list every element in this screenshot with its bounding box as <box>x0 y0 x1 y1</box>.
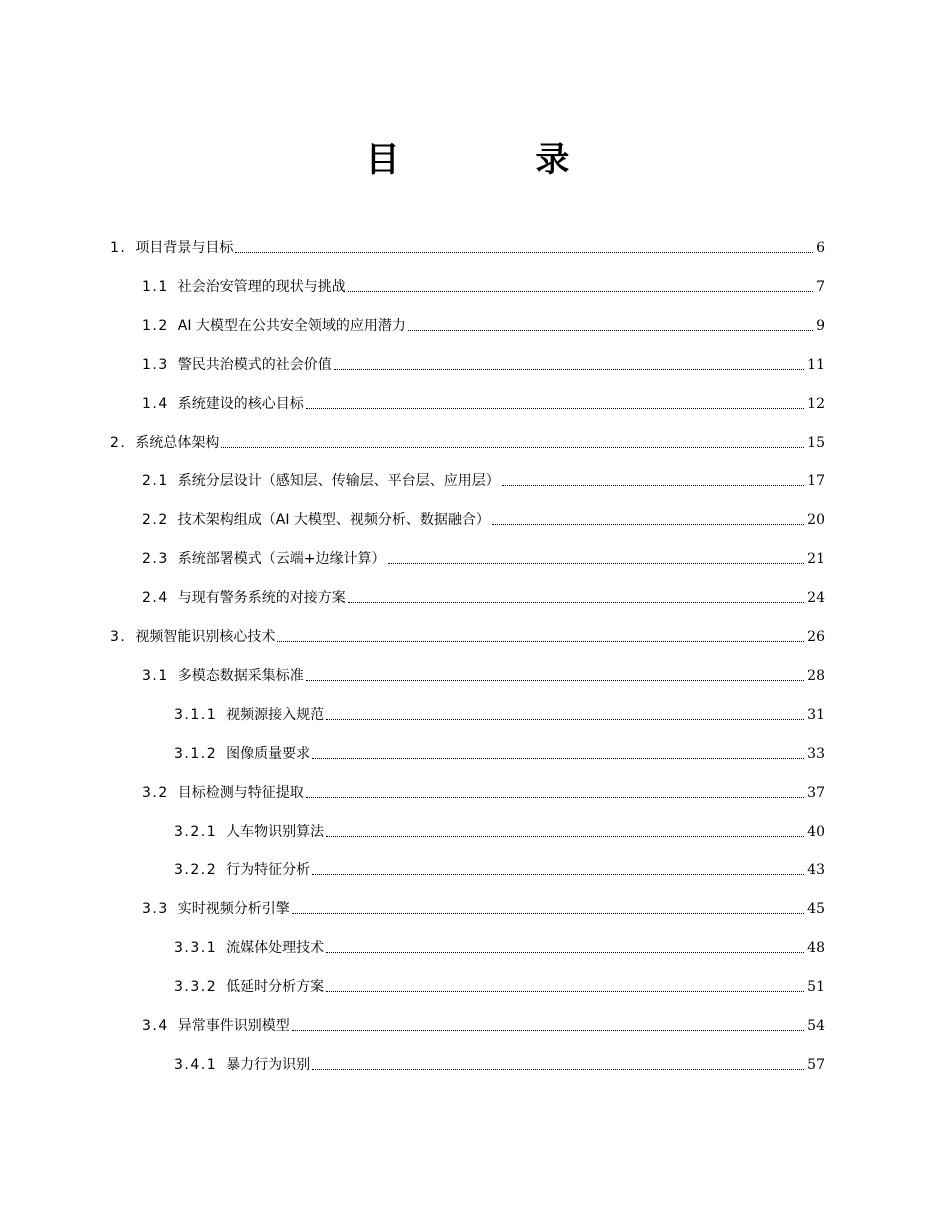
toc-entry-number: 3.4.1 <box>174 1057 218 1073</box>
toc-entry[interactable] <box>142 898 825 920</box>
toc-entry[interactable] <box>142 354 825 376</box>
toc-entry-number: 2.2 <box>142 512 169 528</box>
toc-entry[interactable] <box>142 509 825 531</box>
toc-dot-leader <box>388 562 805 564</box>
toc-entry-page: 37 <box>807 785 825 801</box>
toc-dot-leader <box>292 912 804 914</box>
toc-entry-page: 48 <box>807 940 825 956</box>
toc-dot-leader <box>221 446 804 448</box>
toc-entry-title: 系统建设的核心目标 <box>177 396 304 412</box>
toc-dot-leader <box>306 679 804 681</box>
toc-entry-title: 多模态数据采集标准 <box>177 668 304 684</box>
toc-entry-number: 3.3.1 <box>174 940 218 956</box>
toc-entry-page: 6 <box>816 240 825 256</box>
toc-entry-title: AI 大模型在公共安全领域的应用潜力 <box>177 318 406 334</box>
toc-entry-page: 51 <box>807 979 825 995</box>
toc-entry[interactable] <box>142 782 825 804</box>
toc-entry[interactable] <box>110 237 825 259</box>
toc-entry[interactable] <box>142 665 825 687</box>
toc-entry[interactable] <box>174 821 825 843</box>
toc-dot-leader <box>348 601 804 603</box>
toc-entry[interactable] <box>110 432 825 454</box>
toc-entry-title: 图像质量要求 <box>226 746 311 762</box>
toc-entry-page: 28 <box>807 668 825 684</box>
toc-entry-page: 43 <box>807 862 825 878</box>
toc-entry-title: 暴力行为识别 <box>226 1057 311 1073</box>
toc-entry-title: 项目背景与目标 <box>135 240 234 256</box>
toc-dot-leader <box>502 484 804 486</box>
toc-entry-title: 流媒体处理技术 <box>226 940 325 956</box>
toc-entry[interactable] <box>142 548 825 570</box>
toc-dot-leader <box>235 251 813 253</box>
toc-entry-page: 33 <box>807 746 825 762</box>
toc-entry-title: 与现有警务系统的对接方案 <box>177 590 346 606</box>
toc-entry-number: 1. <box>110 240 127 256</box>
toc-entry[interactable] <box>142 470 825 492</box>
toc-entry-number: 3. <box>110 629 127 645</box>
toc-entry-page: 26 <box>807 629 825 645</box>
toc-entry-page: 20 <box>807 512 825 528</box>
toc-entry-page: 17 <box>807 473 825 489</box>
toc-entry-title: 低延时分析方案 <box>226 979 325 995</box>
toc-dot-leader <box>312 873 804 875</box>
toc-entry-title: 异常事件识别模型 <box>177 1018 290 1034</box>
toc-dot-leader <box>326 718 804 720</box>
toc-entry-page: 9 <box>816 318 825 334</box>
toc-entry-number: 2.1 <box>142 473 169 489</box>
toc-entry[interactable] <box>142 587 825 609</box>
toc-entry-number: 2.3 <box>142 551 169 567</box>
toc-dot-leader <box>326 990 804 992</box>
toc-dot-leader <box>408 329 813 331</box>
toc-entry-number: 3.1 <box>142 668 169 684</box>
toc-entry-title: 行为特征分析 <box>226 862 311 878</box>
toc-entry-page: 40 <box>807 824 825 840</box>
toc-entry-page: 7 <box>816 279 825 295</box>
toc-entry-title: 系统部署模式（云端+边缘计算） <box>177 551 386 567</box>
toc-entry[interactable] <box>174 704 825 726</box>
toc-entry-number: 3.1.1 <box>174 707 218 723</box>
toc-entry-number: 3.3.2 <box>174 979 218 995</box>
toc-entry-title: 实时视频分析引擎 <box>177 901 290 917</box>
toc-dot-leader <box>326 835 804 837</box>
toc-dot-leader <box>326 951 804 953</box>
toc-entry[interactable] <box>142 315 825 337</box>
toc-entry-title: 视频智能识别核心技术 <box>135 629 276 645</box>
toc-entry-page: 45 <box>807 901 825 917</box>
toc-entry-number: 3.2 <box>142 785 169 801</box>
toc-entry[interactable] <box>142 1015 825 1037</box>
toc-entry[interactable] <box>142 393 825 415</box>
toc-entry-title: 系统分层设计（感知层、传输层、平台层、应用层） <box>177 473 500 489</box>
toc-entry[interactable] <box>174 859 825 881</box>
toc-entry-title: 技术架构组成（AI 大模型、视频分析、数据融合） <box>177 512 490 528</box>
toc-entry[interactable] <box>142 276 825 298</box>
toc-entry-page: 21 <box>807 551 825 567</box>
toc-entry-number: 3.1.2 <box>174 746 218 762</box>
toc-entry-number: 3.2.1 <box>174 824 218 840</box>
toc-dot-leader <box>312 757 804 759</box>
toc-entry-page: 11 <box>807 357 825 373</box>
toc-entry[interactable] <box>174 743 825 765</box>
toc-entry-title: 人车物识别算法 <box>226 824 325 840</box>
page-title: 目 录 <box>365 140 632 180</box>
toc-entry[interactable] <box>110 626 825 648</box>
toc-entry-page: 12 <box>807 396 825 412</box>
toc-dot-leader <box>492 523 804 525</box>
toc-entry-number: 1.2 <box>142 318 169 334</box>
toc-entry-page: 24 <box>807 590 825 606</box>
toc-dot-leader <box>306 407 804 409</box>
toc-dot-leader <box>306 796 804 798</box>
toc-entry-number: 3.4 <box>142 1018 169 1034</box>
toc-entry-number: 2. <box>110 435 127 451</box>
toc-entry-page: 57 <box>807 1057 825 1073</box>
toc-entry[interactable] <box>174 976 825 998</box>
toc-entry-number: 2.4 <box>142 590 169 606</box>
toc-entry[interactable] <box>174 937 825 959</box>
toc-entry-title: 社会治安管理的现状与挑战 <box>177 279 346 295</box>
toc-dot-leader <box>292 1029 804 1031</box>
toc-entry-title: 视频源接入规范 <box>226 707 325 723</box>
toc-entry-number: 1.3 <box>142 357 169 373</box>
toc-entry-page: 54 <box>807 1018 825 1034</box>
toc-entry-page: 15 <box>807 435 825 451</box>
toc-entry-title: 目标检测与特征提取 <box>177 785 304 801</box>
toc-entry-number: 3.3 <box>142 901 169 917</box>
toc-dot-leader <box>348 290 813 292</box>
toc-dot-leader <box>312 1068 804 1070</box>
toc-entry-number: 1.4 <box>142 396 169 412</box>
toc-dot-leader <box>334 368 804 370</box>
toc-entry-title: 警民共治模式的社会价值 <box>177 357 332 373</box>
toc-entry-number: 1.1 <box>142 279 169 295</box>
toc-entry-title: 系统总体架构 <box>135 435 220 451</box>
toc-dot-leader <box>277 640 804 642</box>
toc-entry[interactable] <box>174 1054 825 1076</box>
toc-entry-page: 31 <box>807 707 825 723</box>
toc-entry-number: 3.2.2 <box>174 862 218 878</box>
